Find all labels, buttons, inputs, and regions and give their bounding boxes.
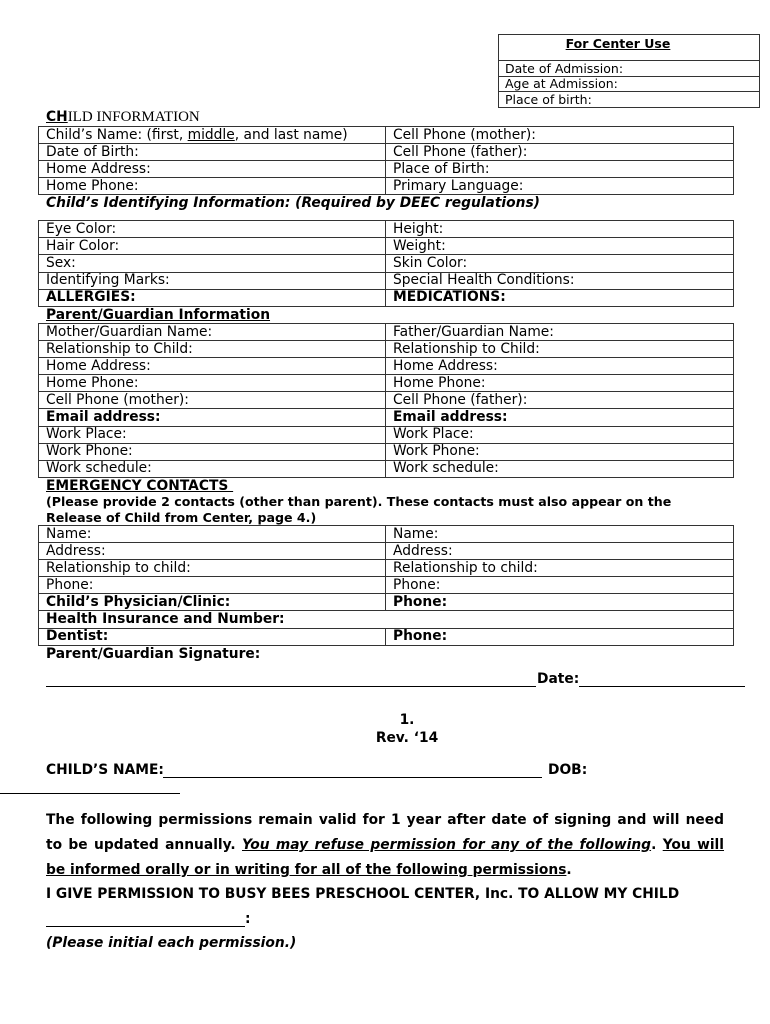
primary-language-field[interactable] — [386, 178, 734, 195]
emergency-contacts-table — [38, 525, 734, 646]
parent-guardian-heading: Parent/Guardian Information — [46, 307, 271, 323]
place-of-birth-label: Place of Birth: — [393, 160, 490, 177]
permissions-line3-period: . — [566, 862, 572, 878]
place-of-birth-field[interactable] — [386, 161, 734, 178]
physician-clinic-field[interactable] — [39, 594, 386, 611]
father-email-field[interactable] — [386, 409, 734, 426]
special-health-conditions-label: Special Health Conditions: — [393, 272, 575, 289]
permission-child-name-line[interactable] — [46, 926, 245, 927]
height-label: Height: — [393, 220, 444, 237]
contact1-name-label: Name: — [46, 525, 92, 542]
mother-relationship-label: Relationship to Child: — [46, 340, 193, 357]
contact1-name-field[interactable] — [39, 526, 386, 543]
revision-label: Rev. ‘14 — [375, 730, 439, 746]
contact2-relationship-label: Relationship to child: — [393, 559, 538, 576]
eye-color-label: Eye Color: — [46, 220, 117, 237]
child-name-label-end: , and last name) — [234, 126, 348, 143]
contact1-address-field[interactable] — [39, 543, 386, 560]
identifying-marks-field[interactable] — [39, 272, 386, 289]
father-relationship-field[interactable] — [386, 341, 734, 358]
child-home-phone-label: Home Phone: — [46, 177, 139, 194]
weight-field[interactable] — [386, 238, 734, 255]
child-home-address-label: Home Address: — [46, 160, 151, 177]
mother-home-phone-label: Home Phone: — [46, 374, 139, 391]
mother-cell-phone-label: Cell Phone (mother): — [393, 126, 536, 143]
emergency-contacts-heading — [46, 478, 233, 495]
father-work-place-label: Work Place: — [393, 426, 474, 443]
child-home-phone-field[interactable] — [39, 178, 386, 195]
health-insurance-field[interactable] — [39, 611, 734, 628]
refuse-permission-notice: You may refuse permission for any of the following — [242, 837, 652, 853]
father-work-schedule-field[interactable] — [386, 460, 734, 477]
mother-cell-phone-parent-label: Cell Phone (mother): — [46, 391, 189, 408]
mother-work-phone-field[interactable] — [39, 443, 386, 460]
child-home-address-field[interactable] — [39, 161, 386, 178]
skin-color-label: Skin Color: — [393, 254, 468, 271]
date-of-birth-label: Date of Birth: — [46, 143, 139, 160]
center-place-of-birth-label: Place of birth: — [505, 91, 592, 107]
child-information-heading-rest: ILD INFORMATION — [67, 109, 200, 125]
physician-clinic-label: Child’s Physician/Clinic: — [46, 593, 231, 610]
health-insurance-label: Health Insurance and Number: — [46, 611, 285, 628]
contact2-phone-label: Phone: — [393, 576, 441, 593]
dob-line[interactable] — [0, 793, 180, 794]
contact2-name-field[interactable] — [386, 526, 734, 543]
permissions-line2-end: You will — [662, 837, 725, 853]
dentist-field[interactable] — [39, 628, 386, 645]
mother-email-label: Email address: — [46, 409, 161, 426]
skin-color-field[interactable] — [386, 255, 734, 272]
father-guardian-name-label: Father/Guardian Name: — [393, 323, 554, 340]
father-guardian-name-field[interactable] — [386, 324, 734, 341]
permissions-line1: The following permissions remain valid for 1 year after date of signing and will need — [46, 812, 724, 828]
child-information-heading-bold: CH — [46, 109, 68, 125]
physician-phone-label: Phone: — [393, 593, 448, 610]
child-name-label — [46, 127, 348, 143]
mother-guardian-name-label: Mother/Guardian Name: — [46, 323, 213, 340]
permissions-line2-start: to be updated annually. — [46, 837, 236, 853]
signature-date-label: Date: — [537, 671, 580, 687]
child-information-table — [38, 126, 734, 195]
signature-date-line[interactable] — [579, 686, 745, 687]
emergency-note-line2: Release of Child from Center, page 4.) — [46, 510, 317, 525]
dentist-label: Dentist: — [46, 628, 109, 645]
contact2-address-label: Address: — [393, 542, 453, 559]
mother-work-schedule-label: Work schedule: — [46, 460, 152, 477]
mother-cell-phone-field[interactable] — [386, 127, 734, 144]
mother-work-place-label: Work Place: — [46, 426, 127, 443]
primary-language-label: Primary Language: — [393, 177, 524, 194]
father-home-address-label: Home Address: — [393, 357, 498, 374]
contact1-address-label: Address: — [46, 542, 106, 559]
hair-color-field[interactable] — [39, 238, 386, 255]
permissions-line3 — [46, 862, 572, 879]
permissions-line2 — [46, 837, 724, 854]
child-name-field[interactable] — [39, 127, 386, 144]
father-home-address-field[interactable] — [386, 358, 734, 375]
child-information-heading — [46, 108, 200, 126]
contact1-relationship-label: Relationship to child: — [46, 559, 191, 576]
emergency-contacts-title: EMERGENCY CONTACTS — [46, 478, 234, 494]
child-name-label-middle: middle — [187, 126, 235, 143]
height-field[interactable] — [386, 221, 734, 238]
parent-guardian-table — [38, 323, 734, 478]
mother-home-address-field[interactable] — [39, 358, 386, 375]
allergies-label: ALLERGIES: — [46, 289, 136, 306]
mother-home-phone-field[interactable] — [39, 375, 386, 392]
dentist-phone-field[interactable] — [386, 628, 734, 645]
center-use-header — [499, 35, 760, 61]
mother-work-phone-label: Work Phone: — [46, 443, 133, 460]
father-cell-phone-field[interactable] — [386, 144, 734, 161]
contact1-phone-label: Phone: — [46, 576, 94, 593]
mother-work-schedule-field[interactable] — [39, 460, 386, 477]
child-name-label-start: Child’s Name: (first, — [46, 126, 188, 143]
center-use-title: For Center Use — [565, 36, 671, 51]
contact1-relationship-field[interactable] — [39, 560, 386, 577]
child-name-page2-label: CHILD’S NAME: — [46, 762, 164, 778]
emergency-note-line1: (Please provide 2 contacts (other than parent). These contacts must also appear on the — [46, 494, 672, 509]
medications-label: MEDICATIONS: — [393, 289, 506, 306]
eye-color-field[interactable] — [39, 221, 386, 238]
page-number: 1. — [399, 712, 415, 728]
mother-guardian-name-field[interactable] — [39, 324, 386, 341]
age-at-admission-label: Age at Admission: — [505, 76, 618, 91]
mother-email-field[interactable] — [39, 409, 386, 426]
father-email-label: Email address: — [393, 409, 508, 426]
date-of-birth-field[interactable] — [39, 144, 386, 161]
sex-label: Sex: — [46, 254, 76, 271]
father-cell-phone-parent-field[interactable] — [386, 392, 734, 409]
father-home-phone-field[interactable] — [386, 375, 734, 392]
mother-relationship-field[interactable] — [39, 341, 386, 358]
contact2-relationship-field[interactable] — [386, 560, 734, 577]
child-name-line[interactable] — [163, 777, 542, 778]
weight-label: Weight: — [393, 237, 446, 254]
sex-field[interactable] — [39, 255, 386, 272]
informed-notice: be informed orally or in writing for all of the following permissions — [46, 862, 567, 878]
give-permission-statement: I GIVE PERMISSION TO BUSY BEES PRESCHOOL CENTER, Inc. TO ALLOW MY CHILD — [46, 886, 680, 902]
contact2-address-field[interactable] — [386, 543, 734, 560]
parent-signature-label: Parent/Guardian Signature: — [46, 646, 261, 662]
contact1-phone-field[interactable] — [39, 577, 386, 594]
date-of-admission-field[interactable] — [499, 61, 760, 77]
physician-phone-field[interactable] — [386, 594, 734, 611]
father-work-phone-label: Work Phone: — [393, 443, 480, 460]
date-of-admission-label: Date of Admission: — [505, 60, 624, 76]
identifying-information-table — [38, 220, 734, 307]
hair-color-label: Hair Color: — [46, 237, 120, 254]
allergies-field[interactable] — [39, 289, 386, 306]
contact2-phone-field[interactable] — [386, 577, 734, 594]
initial-each-permission-note: (Please initial each permission.) — [46, 935, 297, 951]
father-relationship-label: Relationship to Child: — [393, 340, 540, 357]
identifying-information-title: Child’s Identifying Information: (Required by DEEC regulations) — [46, 195, 540, 211]
identifying-marks-label: Identifying Marks: — [46, 272, 170, 289]
mother-cell-phone-parent-field[interactable] — [39, 392, 386, 409]
mother-home-address-label: Home Address: — [46, 357, 151, 374]
father-work-schedule-label: Work schedule: — [393, 460, 499, 477]
father-work-phone-field[interactable] — [386, 443, 734, 460]
contact2-name-label: Name: — [393, 525, 439, 542]
medications-field[interactable] — [386, 289, 734, 306]
father-work-place-field[interactable] — [386, 426, 734, 443]
dob-label: DOB: — [548, 762, 588, 778]
permission-child-name-colon: : — [245, 911, 251, 927]
father-cell-phone-label: Cell Phone (father): — [393, 143, 528, 160]
permissions-line2-period: . — [651, 837, 657, 853]
dentist-phone-label: Phone: — [393, 628, 448, 645]
center-use-box — [498, 34, 760, 108]
age-at-admission-field[interactable] — [499, 77, 760, 92]
center-place-of-birth-field[interactable] — [499, 92, 760, 108]
mother-work-place-field[interactable] — [39, 426, 386, 443]
special-health-conditions-field[interactable] — [386, 272, 734, 289]
signature-line[interactable] — [46, 686, 536, 687]
father-cell-phone-parent-label: Cell Phone (father): — [393, 391, 528, 408]
father-home-phone-label: Home Phone: — [393, 374, 486, 391]
